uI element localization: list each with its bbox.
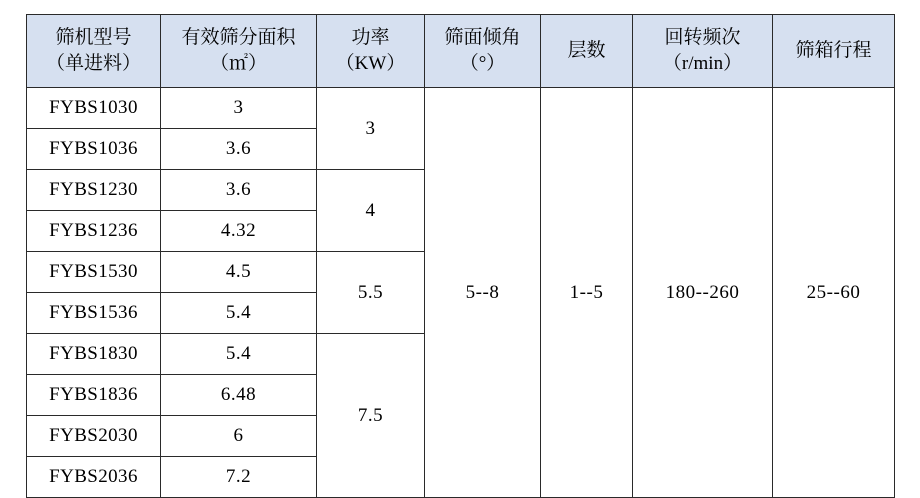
cell-area: 3.6 (161, 170, 317, 211)
header-stroke-line1: 筛箱行程 (795, 40, 872, 62)
cell-power: 5.5 (317, 252, 425, 334)
cell-layers: 1--5 (541, 88, 633, 498)
header-frequency-line2: （r/min） (662, 53, 743, 74)
header-model-line1: 筛机型号 (55, 27, 132, 49)
cell-area: 3.6 (161, 129, 317, 170)
header-model-line2: （单进料） (45, 53, 141, 74)
cell-stroke: 25--60 (773, 88, 895, 498)
cell-power: 3 (317, 88, 425, 170)
cell-area: 6.48 (161, 375, 317, 416)
header-cell-layers (541, 15, 633, 88)
cell-area: 5.4 (161, 293, 317, 334)
cell-frequency: 180--260 (633, 88, 773, 498)
cell-area: 4.32 (161, 211, 317, 252)
header-area-line1: 有效筛分面积 (181, 27, 296, 49)
header-layers-line1: 层数 (567, 40, 606, 62)
cell-area: 5.4 (161, 334, 317, 375)
header-angle-line2: （°） (459, 53, 506, 74)
table-header (27, 15, 895, 88)
cell-model: FYBS1536 (27, 293, 161, 334)
cell-model: FYBS1036 (27, 129, 161, 170)
cell-model: FYBS1030 (27, 88, 161, 129)
cell-angle: 5--8 (425, 88, 541, 498)
cell-power: 7.5 (317, 334, 425, 498)
cell-area: 4.5 (161, 252, 317, 293)
header-frequency-line1: 回转频次 (664, 27, 741, 49)
header-area-line2: （㎡） (209, 53, 267, 74)
cell-model: FYBS2030 (27, 416, 161, 457)
header-cell-frequency (633, 15, 773, 88)
header-cell-area (161, 15, 317, 88)
header-cell-power (317, 15, 425, 88)
header-cell-angle (425, 15, 541, 88)
cell-power: 4 (317, 170, 425, 252)
header-cell-model (27, 15, 161, 88)
header-power-line2: （KW） (335, 53, 406, 74)
screen-machine-spec-table (26, 14, 895, 498)
cell-area: 7.2 (161, 457, 317, 498)
header-cell-stroke (773, 15, 895, 88)
header-row (27, 15, 895, 88)
header-power-line1: 功率 (351, 27, 390, 49)
cell-model: FYBS1230 (27, 170, 161, 211)
table-row (27, 88, 895, 129)
cell-model: FYBS1236 (27, 211, 161, 252)
cell-area: 6 (161, 416, 317, 457)
cell-model: FYBS2036 (27, 457, 161, 498)
cell-model: FYBS1836 (27, 375, 161, 416)
header-angle-line1: 筛面倾角 (444, 27, 521, 49)
cell-area: 3 (161, 88, 317, 129)
table-body (27, 88, 895, 498)
cell-model: FYBS1530 (27, 252, 161, 293)
cell-model: FYBS1830 (27, 334, 161, 375)
